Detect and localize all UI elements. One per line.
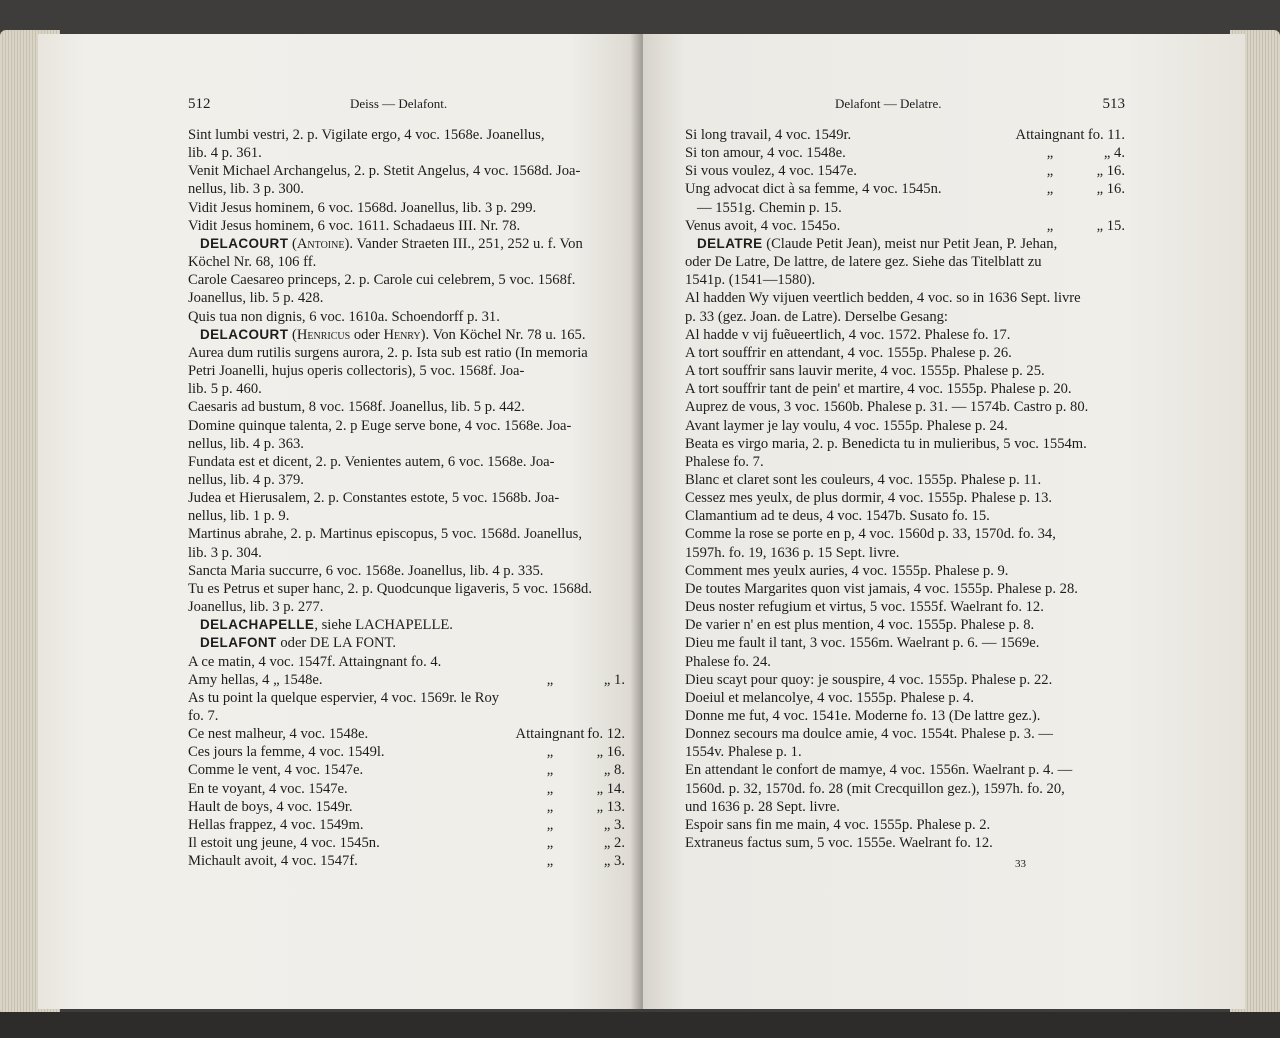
page-number: 513 [1102,96,1125,112]
table-row: A ce matin, 4 voc. 1547f. Attaingnant fo. 4. [188,653,442,670]
list-item: Aurea dum rutilis surgens aurora, 2. p. Ista sub est ratio (In memoria Petri Joanelli, hujus operis collectoris), 5 voc. 1568f. Joa- lib. 5 p. 460. [188,344,588,398]
left-page [38,34,643,1009]
table-row: Il estoit ung jeune, 4 voc. 1545n. „ „ 2. [188,835,625,852]
heading-continuation: oder De Latre, De lattre, de latere gez. Siehe das Titelblatt zu [685,254,1042,271]
table-row: Ung advocat dict à sa femme, 4 voc. 1545n. „ „ 16. [685,181,1125,198]
table-row: — 1551g. Chemin p. 15. [697,199,842,216]
list-item: Judea et Hierusalem, 2. p. Constantes estote, 5 voc. 1568b. Joa- nellus, lib. 1 p. 9. [188,490,560,525]
table-row: Amy hellas, 4 „ 1548e. „ „ 1. [188,671,625,688]
list-item: Martinus abrahe, 2. p. Martinus episcopus, 5 voc. 1568d. Joanellus, lib. 3 p. 304. [188,526,582,561]
list-item: Vidit Jesus hominem, 6 voc. 1611. Schadaeus III. Nr. 78. [188,217,521,234]
book-cover [0,1012,1280,1038]
composer-heading: DELACOURT (Antoine). Vander Straeten III., 251, 252 u. f. Von [200,235,583,252]
table-row: Hellas frappez, 4 voc. 1549m. „ „ 3. [188,816,625,833]
table-row: Venus avoit, 4 voc. 1545o. „ „ 15. [685,217,1125,234]
table-row: Ce nest malheur, 4 voc. 1548e. Attaingnant fo. 12. [188,726,625,743]
list-item: A tort souffrir tant de pein' et martire, 4 voc. 1555p. Phalese p. 20. [685,381,1072,398]
composer-heading: DELACHAPELLE, siehe LACHAPELLE. [200,617,453,634]
list-item: Carole Caesareo princeps, 2. p. Carole cui celebrem, 5 voc. 1568f. Joanellus, lib. 5 p. 428. [188,272,576,307]
list-item: Al hadde v vij fuẽueertlich, 4 voc. 1572. Phalese fo. 17. [685,326,1011,343]
list-item: A tort souffrir en attendant, 4 voc. 1555p. Phalese p. 26. [685,344,1012,361]
table-row: Michault avoit, 4 voc. 1547f. „ „ 3. [188,853,625,870]
list-item: De varier n' en est plus mention, 4 voc. 1555p. Phalese p. 8. [685,617,1035,634]
list-item: Donne me fut, 4 voc. 1541e. Moderne fo. 13 (De lattre gez.). [685,708,1041,724]
list-item: Beata es virgo maria, 2. p. Benedicta tu in mulieribus, 5 voc. 1554m. Phalese fo. 7. [685,435,1087,470]
list-item: Vidit Jesus hominem, 6 voc. 1568d. Joanellus, lib. 3 p. 299. [188,199,537,216]
list-item: Al hadden Wy vijuen veertlich bedden, 4 voc. so in 1636 Sept. livre p. 33 (gez. Joan. de Latre). Derselbe Gesang: [685,290,1081,325]
right-page-header [685,96,1125,120]
list-item: Clamantium ad te deus, 4 voc. 1547b. Susato fo. 15. [685,508,990,525]
heading-continuation: 1541p. (1541—1580). [685,272,816,289]
composer-heading: DELATRE (Claude Petit Jean), meist nur Petit Jean, P. Jehan, [697,235,1058,252]
list-item: De toutes Margarites quon vist jamais, 4 voc. 1555p. Phalese p. 28. [685,580,1078,597]
heading-continuation: Köchel Nr. 68, 106 ff. [188,254,317,271]
list-item: Cessez mes yeulx, de plus dormir, 4 voc. 1555p. Phalese p. 13. [685,490,1053,507]
signature-mark: 33 [1015,858,1026,871]
composer-heading: DELACOURT (Henricus oder Henry). Von Köchel Nr. 78 u. 165. [200,326,586,343]
right-page [643,34,1245,1009]
table-row: Hault de boys, 4 voc. 1549r. „ „ 13. [188,798,625,815]
list-item: Quis tua non dignis, 6 voc. 1610a. Schoendorff p. 31. [188,308,500,325]
list-item: En attendant le confort de mamye, 4 voc. 1556n. Waelrant p. 4. — 1560d. p. 32, 1570d. fo. 28 (mit Crecquillon gez.), 1597h. fo. 20, und 1636 p. 28 Sept. livre. [685,762,1073,815]
list-item: Avant laymer je lay voulu, 4 voc. 1555p. Phalese p. 24. [685,417,1008,434]
left-page-header [188,96,625,120]
list-item: Comme la rose se porte en p, 4 voc. 1560d p. 33, 1570d. fo. 34, 1597h. fo. 19, 1636 p. 15 Sept. livre. [685,526,1056,561]
list-item: Deus noster refugium et virtus, 5 voc. 1555f. Waelrant fo. 12. [685,599,1044,616]
list-item: Dieu scayt pour quoy: je souspire, 4 voc. 1555p. Phalese p. 22. [685,671,1053,688]
list-item: Fundata est et dicent, 2. p. Venientes autem, 6 voc. 1568e. Joa- nellus, lib. 4 p. 379. [188,453,555,488]
list-item: Dieu me fault il tant, 3 voc. 1556m. Waelrant p. 6. — 1569e. Phalese fo. 24. [685,635,1040,670]
table-row: Ces jours la femme, 4 voc. 1549l. „ „ 16. [188,744,625,761]
list-item: A tort souffrir sans lauvir merite, 4 voc. 1555p. Phalese p. 25. [685,363,1045,380]
list-item: Espoir sans fin me main, 4 voc. 1555p. Phalese p. 2. [685,816,991,833]
table-row: Si long travail, 4 voc. 1549r. Attaingnant fo. 11. [685,127,1125,143]
page-number: 512 [188,96,211,112]
running-head: Delafont — Delatre. [835,96,942,111]
list-item: Sint lumbi vestri, 2. p. Vigilate ergo, 4 voc. 1568e. Joanellus, lib. 4 p. 361. [188,127,545,162]
list-item: Domine quinque talenta, 2. p Euge serve bone, 4 voc. 1568e. Joa- nellus, lib. 4 p. 363. [188,417,572,452]
list-item: Tu es Petrus et super hanc, 2. p. Quodcunque ligaveris, 5 voc. 1568d. Joanellus, lib. 3 p. 277. [188,580,592,616]
list-item: Blanc et claret sont les couleurs, 4 voc. 1555p. Phalese p. 11. [685,471,1042,488]
list-item: Doeiul et melancolye, 4 voc. 1555p. Phalese p. 4. [685,689,974,706]
right-entries [685,126,1125,852]
list-item: Comment mes yeulx auries, 4 voc. 1555p. Phalese p. 9. [685,562,1009,579]
table-row: Comme le vent, 4 voc. 1547e. „ „ 8. [188,762,625,779]
list-item: Venit Michael Archangelus, 2. p. Stetit Angelus, 4 voc. 1568d. Joa- nellus, lib. 3 p. 300. [188,163,581,198]
table-row: As tu point la quelque espervier, 4 voc. 1569r. le Roy fo. 7. [188,689,500,724]
list-item: Caesaris ad bustum, 8 voc. 1568f. Joanellus, lib. 5 p. 442. [188,399,525,416]
running-head: Deiss — Delafont. [350,96,448,111]
table-row: Si ton amour, 4 voc. 1548e. „ „ 4. [685,145,1125,162]
composer-heading: DELAFONT oder DE LA FONT. [200,635,397,652]
left-entries [188,126,625,870]
list-item: Donnez secours ma doulce amie, 4 voc. 1554t. Phalese p. 3. — 1554v. Phalese p. 1. [685,726,1053,761]
list-item: Auprez de vous, 3 voc. 1560b. Phalese p. 31. — 1574b. Castro p. 80. [685,399,1089,416]
table-row: En te voyant, 4 voc. 1547e. „ „ 14. [188,780,625,797]
list-item: Sancta Maria succurre, 6 voc. 1568e. Joanellus, lib. 4 p. 335. [188,562,544,579]
table-row: Si vous voulez, 4 voc. 1547e. „ „ 16. [685,163,1125,180]
list-item: Extraneus factus sum, 5 voc. 1555e. Waelrant fo. 12. [685,835,993,852]
